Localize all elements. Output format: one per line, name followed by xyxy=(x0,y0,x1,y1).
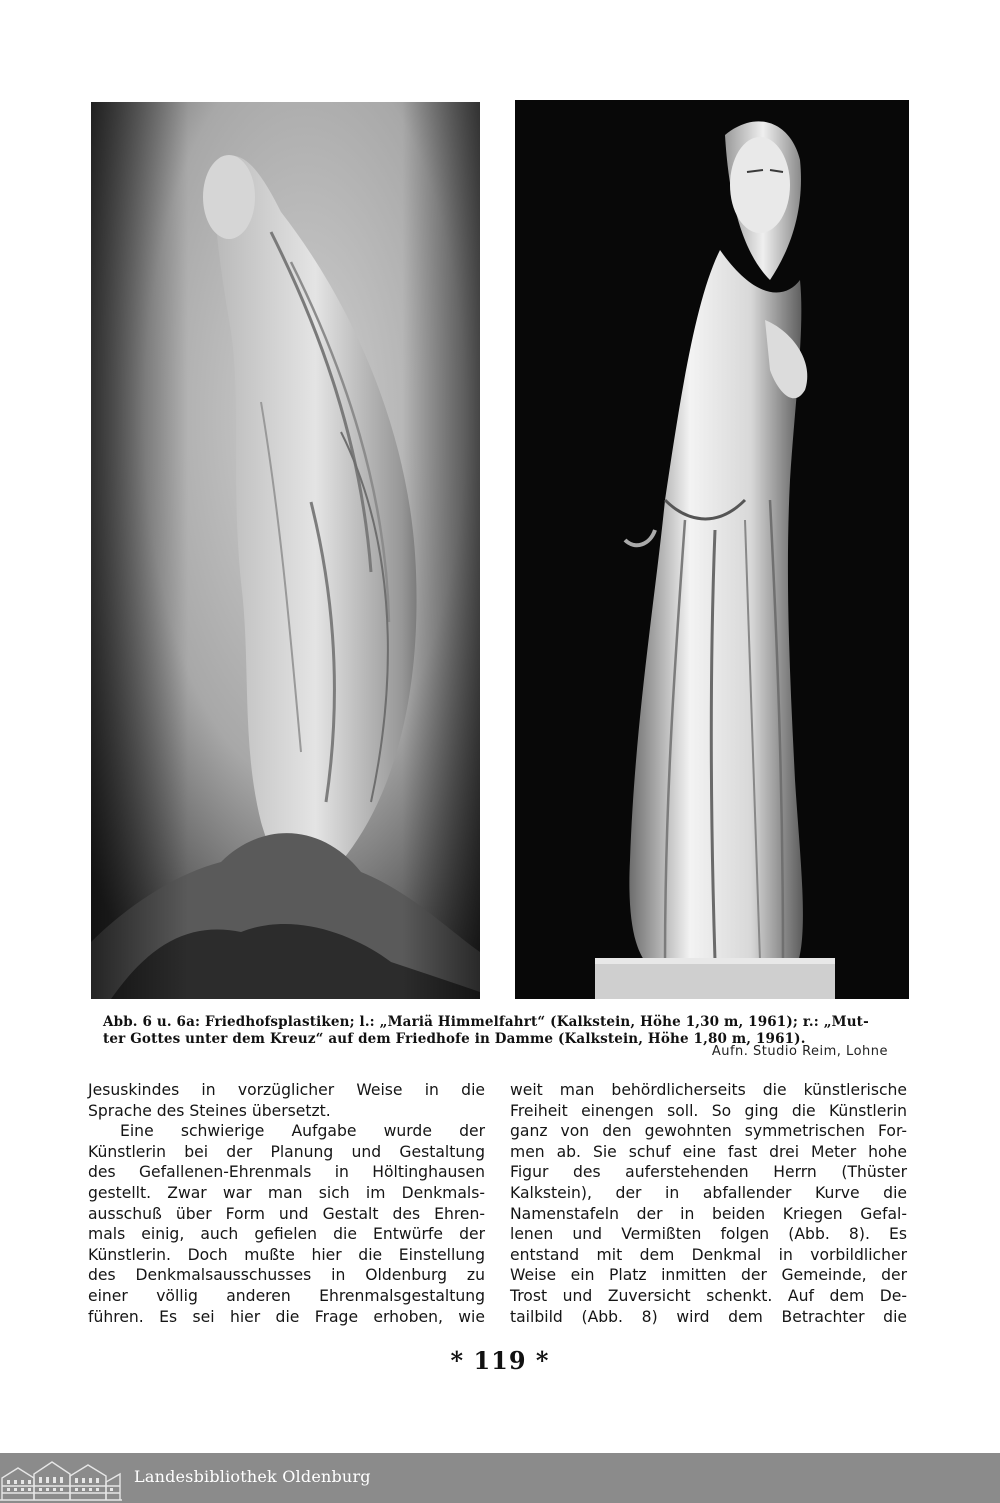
text-line: Eine schwierige Aufgabe wurde der xyxy=(120,1122,485,1141)
text-line: entstand mit dem Denkmal in vorbildlicher xyxy=(510,1245,907,1264)
text-line: weit man behördlicherseits die künstlerische xyxy=(510,1081,907,1099)
text-line: tailbild (Abb. 8) wird dem Betrachter die xyxy=(510,1307,907,1326)
photo-maria-himmelfahrt xyxy=(91,102,480,999)
text-line: ganz von den gewohnten symmetrischen For- xyxy=(510,1122,907,1141)
text-line: men ab. Sie schuf eine fast drei Meter hohe xyxy=(510,1142,907,1161)
text-column-right xyxy=(510,1080,907,1327)
text-line: Jesuskindes in vorzüglicher Weise in die xyxy=(88,1081,485,1099)
figure-caption xyxy=(103,1014,893,1048)
text-line: einer völlig anderen Ehrenmalsgestaltung xyxy=(88,1286,485,1305)
text-line: Freiheit einengen soll. So ging die Künstlerin xyxy=(510,1101,907,1120)
text-line: lenen und Vermißten folgen (Abb. 8). Es xyxy=(510,1225,907,1244)
text-column-left xyxy=(88,1080,485,1327)
text-line: Namenstafeln der in beiden Kriegen Gefal- xyxy=(510,1204,907,1223)
text-line: Künstlerin bei der Planung und Gestaltung xyxy=(88,1142,485,1161)
text-line: Sprache des Steines übersetzt. xyxy=(88,1101,331,1120)
photo-credit: Aufn. Studio Reim, Lohne xyxy=(711,1044,888,1059)
text-line: führen. Es sei hier die Frage erhoben, wie xyxy=(88,1307,485,1326)
photo-mutter-gottes xyxy=(515,100,909,999)
caption-line-1: Abb. 6 u. 6a: Friedhofsplastiken; l.: „Mariä Himmelfahrt“ (Kalkstein, Höhe 1,30 m, 1961); r.: „Mut- xyxy=(103,1014,869,1030)
text-line: mals einig, auch gefielen die Entwürfe der xyxy=(88,1225,485,1244)
library-building-logo xyxy=(0,1456,122,1502)
library-name: Landesbibliothek Oldenburg xyxy=(134,1467,371,1486)
library-footer xyxy=(0,1453,1000,1503)
text-line: Trost und Zuversicht schenkt. Auf dem De- xyxy=(510,1286,907,1305)
text-line: des Gefallenen-Ehrenmals in Höltinghausen xyxy=(88,1163,485,1182)
text-line: ausschuß über Form und Gestalt des Ehren- xyxy=(88,1204,485,1223)
text-line: des Denkmalsausschusses in Oldenburg zu xyxy=(88,1266,485,1285)
text-line: gestellt. Zwar war man sich im Denkmals- xyxy=(88,1183,485,1202)
text-line: Weise ein Platz inmitten der Gemeinde, der xyxy=(510,1266,907,1285)
caption-line-2: ter Gottes unter dem Kreuz“ auf dem Friedhofe in Damme (Kalkstein, Höhe 1,80 m, 1961). xyxy=(103,1031,806,1047)
text-line: Künstlerin. Doch mußte hier die Einstellung xyxy=(88,1245,485,1264)
text-line: Kalkstein), der in abfallender Kurve die xyxy=(510,1183,907,1202)
text-line: Figur des auferstehenden Herrn (Thüster xyxy=(510,1163,907,1182)
page-number: * 119 * xyxy=(450,1346,550,1375)
